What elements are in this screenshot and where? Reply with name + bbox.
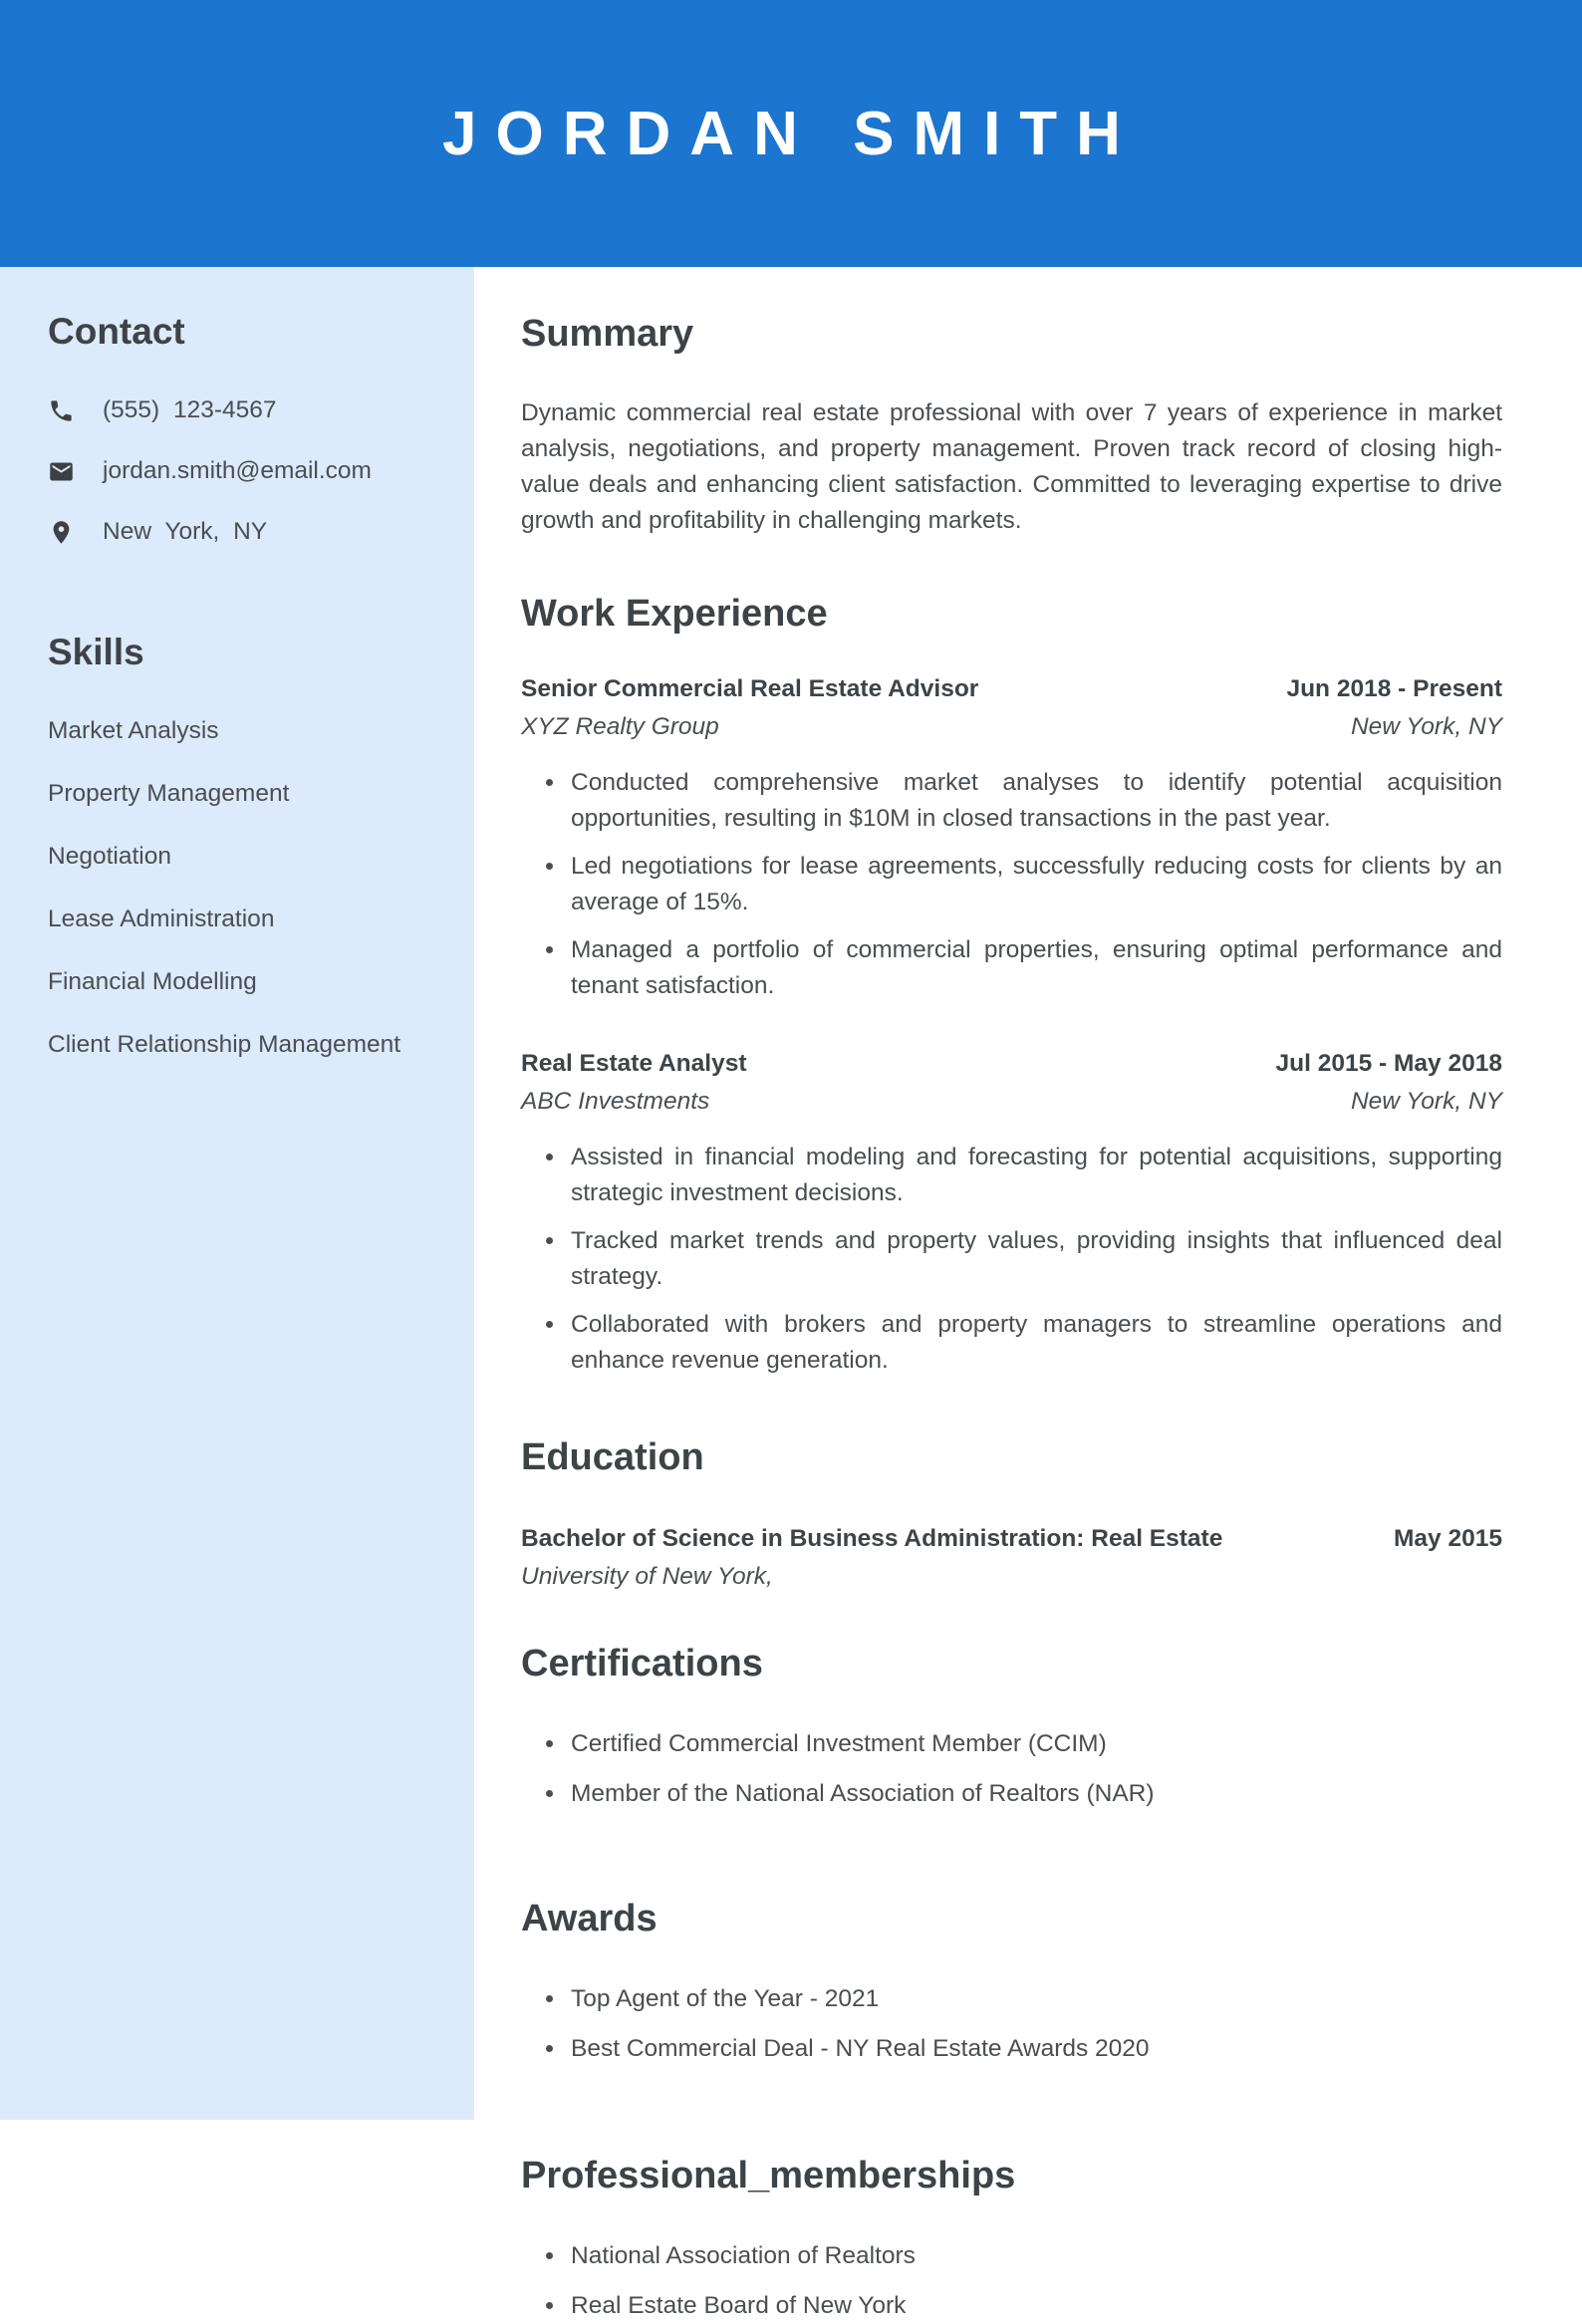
content-columns xyxy=(0,267,1582,2319)
education-school: University of New York, xyxy=(521,1563,773,1590)
job-subheader-row xyxy=(521,713,1502,741)
email-icon xyxy=(48,458,75,485)
education-header-row xyxy=(521,1525,1502,1553)
memberships-list xyxy=(521,2237,1502,2324)
work-experience-section xyxy=(521,593,1502,1379)
certification-item: • Member of the National Association of Realtors (NAR) xyxy=(567,1775,1502,1812)
job-bullet-list xyxy=(521,1140,1502,1379)
contact-location-text: New York, NY xyxy=(103,518,268,545)
job-bullet: • Tracked market trends and property values, providing insights that influenced deal strategy. xyxy=(567,1223,1502,1295)
skill-item: Client Relationship Management xyxy=(48,1031,401,1058)
summary-text: Dynamic commercial real estate professional with over 7 years of experience in market analysis, negotiations, and property management. Proven track record of closing high-value deals and enhancing client satisfaction. Committed to leveraging expertise to drive growth and profitability in challenging markets. xyxy=(521,399,1502,534)
job-bullet: • Conducted comprehensive market analyses to identify potential acquisition opportunities, resulting in $10M in closed transactions in the past year. xyxy=(567,765,1502,837)
education-title: Education xyxy=(521,1436,704,1478)
main-column xyxy=(474,267,1582,2319)
contact-section-title: Contact xyxy=(48,311,185,352)
contact-location-row xyxy=(48,518,438,546)
job-title: Senior Commercial Real Estate Advisor xyxy=(521,675,979,702)
education-date: May 2015 xyxy=(1394,1525,1502,1552)
certification-item: • Certified Commercial Investment Member (CCIM) xyxy=(567,1725,1502,1762)
skills-section-title: Skills xyxy=(48,632,144,672)
job-bullet: • Collaborated with brokers and property managers to streamline operations and enhance revenue generation. xyxy=(567,1307,1502,1379)
contact-email-row xyxy=(48,457,438,485)
memberships-title: Professional_memberships xyxy=(521,2155,1016,2196)
job-header-row xyxy=(521,1050,1502,1078)
job-location: New York, NY xyxy=(1350,1088,1502,1115)
certifications-section xyxy=(521,1643,1502,1812)
sidebar xyxy=(0,267,474,2120)
membership-item: • National Association of Realtors xyxy=(567,2237,1502,2274)
job-list xyxy=(521,675,1502,1379)
work-experience-title: Work Experience xyxy=(521,593,828,635)
education-section xyxy=(521,1436,1502,1591)
job-bullet-list xyxy=(521,765,1502,1004)
job-dates: Jun 2018 - Present xyxy=(1286,675,1502,702)
skill-item: Financial Modelling xyxy=(48,968,257,995)
skill-item: Property Management xyxy=(48,780,290,807)
skills-list xyxy=(48,717,438,1059)
skill-item: Negotiation xyxy=(48,843,171,870)
job-entry xyxy=(521,675,1502,1004)
candidate-name: JORDAN SMITH xyxy=(442,99,1140,168)
awards-list xyxy=(521,1980,1502,2067)
awards-title: Awards xyxy=(521,1898,658,1939)
contact-phone-row xyxy=(48,396,438,424)
certifications-list xyxy=(521,1725,1502,1812)
summary-title: Summary xyxy=(521,313,694,355)
education-degree: Bachelor of Science in Business Administration: Real Estate xyxy=(521,1525,1223,1552)
award-item: • Top Agent of the Year - 2021 xyxy=(567,1980,1502,2017)
location-pin-icon xyxy=(48,519,75,546)
contact-email-text: jordan.smith@email.com xyxy=(103,457,372,484)
job-location: New York, NY xyxy=(1350,713,1502,740)
membership-item: • Real Estate Board of New York xyxy=(567,2287,1502,2324)
phone-icon xyxy=(48,397,75,424)
job-title: Real Estate Analyst xyxy=(521,1050,747,1077)
summary-section xyxy=(521,313,1502,539)
awards-section xyxy=(521,1898,1502,2067)
certifications-title: Certifications xyxy=(521,1643,763,1684)
contact-phone-text: (555) 123-4567 xyxy=(103,396,277,423)
job-company: ABC Investments xyxy=(521,1088,710,1115)
job-entry xyxy=(521,1050,1502,1379)
skill-item: Lease Administration xyxy=(48,905,275,932)
job-subheader-row xyxy=(521,1088,1502,1116)
job-header-row xyxy=(521,675,1502,703)
job-dates: Jul 2015 - May 2018 xyxy=(1275,1050,1502,1077)
memberships-section xyxy=(521,2155,1502,2324)
job-bullet: • Led negotiations for lease agreements, successfully reducing costs for clients by an average of 15%. xyxy=(567,849,1502,920)
job-company: XYZ Realty Group xyxy=(521,713,719,740)
header-banner xyxy=(0,0,1582,267)
job-bullet: • Assisted in financial modeling and forecasting for potential acquisitions, supporting strategic investment decisions. xyxy=(567,1140,1502,1211)
award-item: • Best Commercial Deal - NY Real Estate Awards 2020 xyxy=(567,2030,1502,2067)
skill-item: Market Analysis xyxy=(48,717,219,744)
job-bullet: • Managed a portfolio of commercial properties, ensuring optimal performance and tenant satisfaction. xyxy=(567,932,1502,1004)
